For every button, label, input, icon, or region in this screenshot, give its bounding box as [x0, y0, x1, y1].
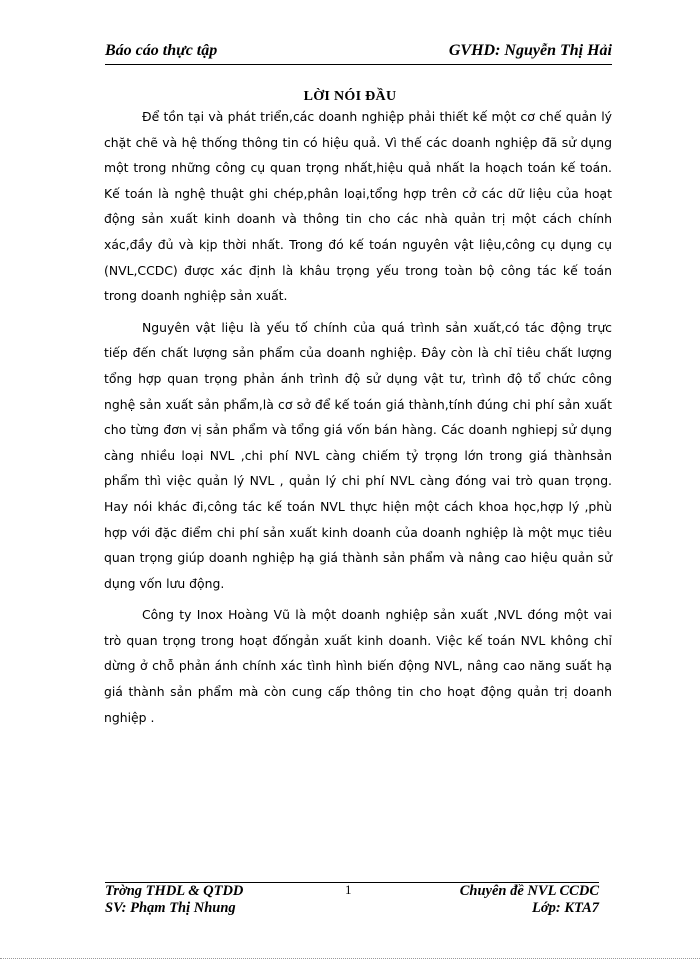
header-report-title: Báo cáo thực tập [105, 42, 218, 59]
footer-student: SV: Phạm Thị Nhung [105, 900, 236, 916]
paragraph-3: Công ty Inox Hoàng Vũ là một doanh nghiệp sản xuất ,NVL đóng một vai trò quan trọng trong hoạt đốngản xuất kinh doanh. Việc kế toán NVL không chỉ dừng ở chỗ phản ánh chính xác tình hình biến động NVL, nâng cao năng suất hạ giá thành sản phẩm mà còn cung cấp thông tin cho hoạt động quản trị doanh nghiệp . [104, 607, 612, 725]
footer-school: Trờng THDL & QTDD [105, 883, 244, 899]
section-title: LỜI NÓI ĐẦU [303, 89, 397, 104]
page-bottom-divider [0, 958, 700, 959]
body-text [104, 104, 612, 736]
page-footer [105, 882, 599, 917]
footer-topic: Chuyên đề NVL CCDC [459, 883, 599, 899]
page-number: 1 [345, 882, 352, 897]
paragraph-1: Để tồn tại và phát triển,các doanh nghiệp phải thiết kế một cơ chế quản lý chặt chẽ và hệ thống thông tin có hiệu quả. Vì thế các doanh nghiệp đã sử dụng một trong những công cụ quan trọng nhất,hiệu quả nhất la hoạch toán kế toán. Kế toán là nghệ thuật ghi chép,phân loại,tổng hợp trên cở các dữ liệu của hoạt động sản xuất kinh doanh và thông tin cho các nhà quản trị một cách chính xác,đầy đủ và kịp thời nhất. Trong đó kế toán nguyên vật liệu,công cụ dụng cụ (NVL,CCDC) được xác định là khâu trọng yếu trong toàn bộ công tác kế toán trong doanh nghiệp sản xuất. [104, 109, 612, 304]
paragraph-2: Nguyên vật liệu là yếu tố chính của quá trình sản xuất,có tác động trực tiếp đến chất lượng sản phẩm của doanh nghiệp. Đây còn là chỉ tiêu chất lượng tổng hợp quan trọng phản ánh trình độ sử dụng vật tư, trình độ tổ chức công nghệ sản xuất sản phẩm,là cơ sở để kế toán giá thành,tính đúng chi phí sản xuất cho từng đơn vị sản phẩm và tổng giá vốn bán hàng. Các doanh nghiepj sử dụng càng nhiều loại NVL ,chi phí NVL càng chiếm tỷ trọng lớn trong giá thànhsản phẩm thì việc quản lý NVL , quản lý chi phí NVL càng đóng vai trò quan trọng. Hay nói khác đi,công tác kế toán NVL thực hiện một cách khoa học,hợp lý ,phù hợp với đặc điểm chi phí sản xuất kinh doanh của doanh nghiệp là một mục tiêu quan trọng giúp doanh nghiệp hạ giá thành sản phẩm và nâng cao hiệu quản sử dụng vốn lưu động. [104, 319, 612, 591]
footer-class: Lớp: KTA7 [532, 900, 599, 916]
header-advisor: GVHD: Nguyễn Thị Hải [448, 42, 612, 59]
page-header [105, 42, 612, 65]
